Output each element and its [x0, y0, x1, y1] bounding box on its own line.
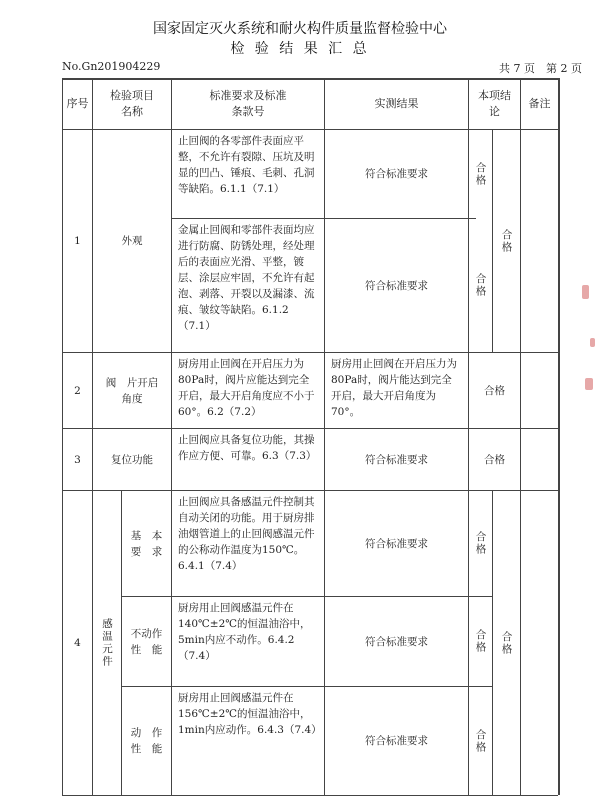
- row1-no: 1: [74, 235, 81, 247]
- row4a-requirement: 止回阀应具备感温元件控制其自动关闭的功能。用于厨房排油烟管道上的止回阀感温元件的公称动作温度为150℃。6.4.1（7.4）: [178, 496, 315, 572]
- row4b-conclusion: 合格: [474, 629, 487, 654]
- stamp-mark: [590, 338, 595, 347]
- header-conclusion: 本项结论: [478, 89, 511, 118]
- row3-result: 符合标准要求: [365, 453, 428, 466]
- row4b-name: 不动作性 能: [130, 627, 163, 656]
- row1a-requirement: 止回阀的各零部件表面应平整，不允许有裂隙、压坑及明显的凹凸、锤痕、毛刺、孔洞等缺陷。6.1.1（7.1）: [178, 135, 315, 195]
- row4-no: 4: [74, 637, 81, 649]
- page-info: 共 7 页 第 2 页: [499, 62, 582, 75]
- row4a-name: 基 本要 求: [130, 529, 163, 558]
- row4a-conclusion: 合格: [474, 531, 487, 556]
- header-result: 实测结果: [374, 97, 419, 110]
- org-title: 国家固定灭火系统和耐火构件质量监督检验中心: [153, 21, 447, 37]
- row1-item: 外观: [121, 235, 143, 247]
- row3-conclusion: 合格: [484, 453, 505, 466]
- row2-requirement: 厨房用止回阀在开启压力为80Pa时，阀片应能达到完全开启，最大开启角度应不小于60°。6.2（7.2）: [178, 358, 315, 418]
- row3-requirement: 止回阀应具备复位功能，其操作应方便、可靠。6.3（7.3）: [178, 434, 317, 462]
- row3-no: 3: [74, 453, 81, 466]
- row4c-conclusion: 合格: [474, 728, 487, 754]
- stamp-mark: [585, 378, 593, 390]
- doc-number: No.Gn201904229: [62, 60, 161, 73]
- report-title: 检 验 结 果 汇 总: [230, 41, 370, 57]
- row2-item: 阀 片开启角度: [105, 376, 159, 405]
- row4c-requirement: 厨房用止回阀感温元件在156℃±2℃的恒温油浴中，1min内应动作。6.4.3（7.4）: [178, 692, 322, 736]
- row2-conclusion: 合格: [484, 384, 505, 397]
- row4b-result: 符合标准要求: [365, 635, 428, 648]
- header-seq: 序号: [66, 97, 89, 110]
- row4c-name: 动 作性 能: [130, 727, 163, 755]
- row4a-result: 符合标准要求: [365, 537, 428, 550]
- row1a-conclusion: 合格: [474, 161, 487, 187]
- row3-item: 复位功能: [111, 453, 153, 466]
- row4-overall: 合格: [500, 630, 513, 656]
- row4-item: 感温元件: [101, 618, 113, 668]
- row2-result: 厨房用止回阀在开启压力为80Pa时，阀片能达到完全开启，最大开启角度为70°。: [331, 358, 457, 418]
- header-standard: 标准要求及标准条款号: [209, 89, 287, 118]
- row1a-result: 符合标准要求: [365, 168, 428, 180]
- row1b-requirement: 金属止回阀和零部件表面均应进行防腐、防锈处理，经处理后的表面应光滑、平整，镀层、涂层应牢固，不允许有起泡、剥落、开裂以及漏漆、流痕、皱纹等缺陷。6.1.2（7.1）: [178, 224, 315, 332]
- header-remark: 备注: [528, 97, 551, 110]
- row4b-requirement: 厨房用止回阀感温元件在140℃±2℃的恒温油浴中，5min内应不动作。6.4.2（7.4）: [178, 602, 311, 662]
- row2-no: 2: [74, 384, 81, 397]
- stamp-mark: [582, 285, 589, 299]
- row1b-conclusion: 合格: [474, 273, 487, 298]
- row1-overall: 合格: [500, 228, 513, 254]
- header-item: 检验项目名称: [110, 89, 154, 118]
- row4c-result: 符合标准要求: [365, 735, 428, 747]
- row1b-result: 符合标准要求: [365, 279, 428, 292]
